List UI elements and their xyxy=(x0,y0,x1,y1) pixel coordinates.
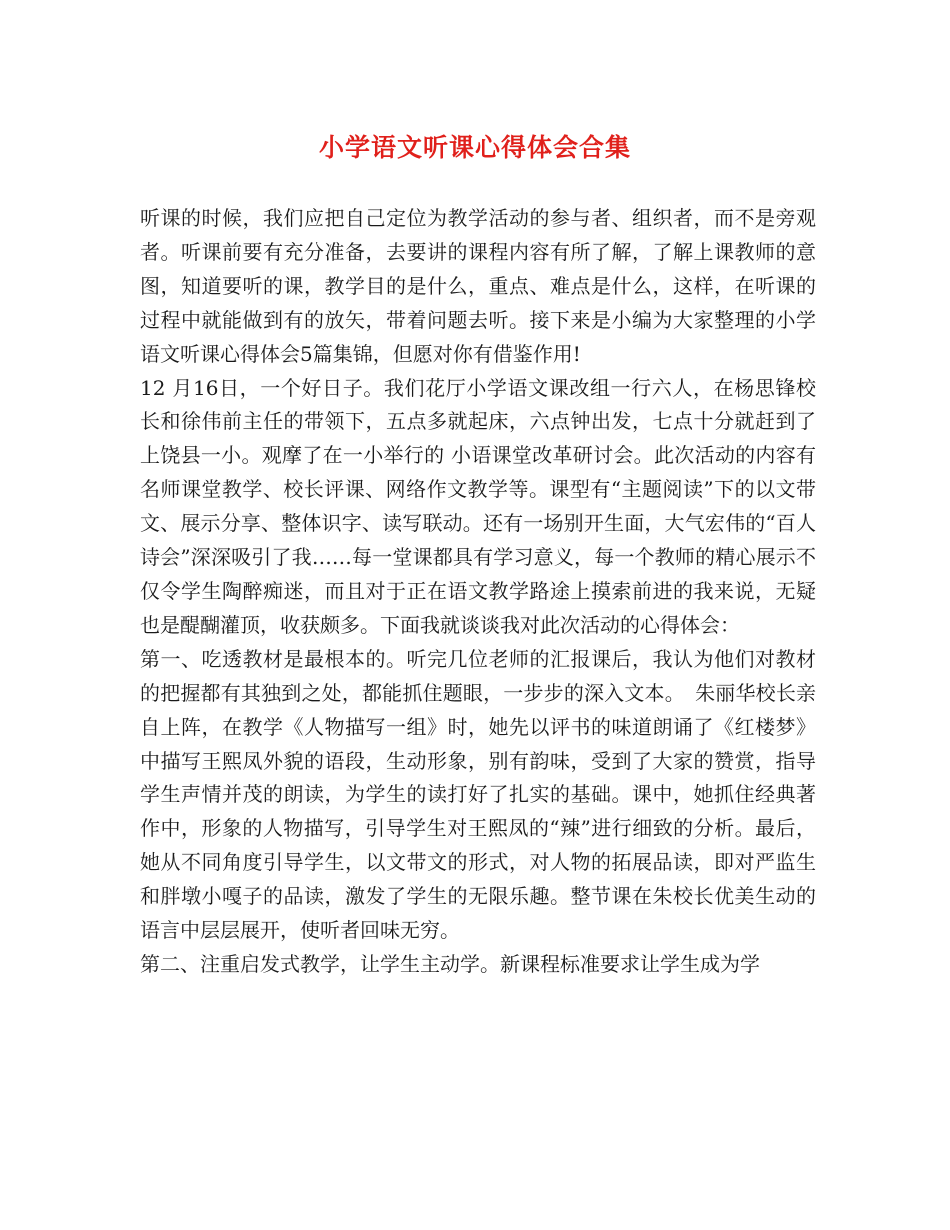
paragraph-event: 12 月16日，一个好日子。我们花厅小学语文课改组一行六人，在杨思锋校长和徐伟前主任的带领下，五点多就起床，六点钟出发，七点十分就赶到了上饶县一小。观摩了在一小举行的 小语课堂改革研讨会。此次活动的内容有名师课堂教学、校长评课、网络作文教学等。课型有“主题阅读”下的以文带文、展示分享、整体识字、读写联动。还有一场别开生面，大气宏伟的“百人诗会”深深吸引了我……每一堂课都具有学习意义，每一个教师的精心展示不仅令学生陶醉痴迷，而且对于正在语文教学路途上摸索前进的我来说，无疑也是醍醐灌顶，收获颇多。下面我就谈谈我对此次活动的心得体会： xyxy=(140,375,816,637)
paragraph-point-two: 第二、注重启发式教学，让学生主动学。新课程标准要求让学生成为学 xyxy=(140,951,760,976)
paragraph-point-one: 第一、吃透教材是最根本的。听完几位老师的汇报课后，我认为他们对教材的把握都有其独到之处，都能抓住题眼，一步步的深入文本。 朱丽华校长亲自上阵，在教学《人物描写一组》时，她先以评书的味道朗诵了《红楼梦》中描写王熙凤外貌的语段，生动形象，别有韵味，受到了大家的赞赏，指导学生声情并茂的朗读，为学生的读打好了扎实的基础。课中，她抓住经典著作中，形象的人物描写，引导学生对王熙凤的“辣”进行细致的分析。最后，她从不同角度引导学生，以文带文的形式，对人物的拓展品读，即对严监生和胖墩小嘎子的品读，激发了学生的无限乐趣。整节课在朱校长优美生动的语言中层层展开，使听者回味无穷。 xyxy=(140,646,816,943)
document-body xyxy=(140,202,816,982)
document-title: 小学语文听课心得体会合集 xyxy=(318,133,631,162)
paragraph-intro: 听课的时候，我们应把自己定位为教学活动的参与者、组织者，而不是旁观者。听课前要有充分准备，去要讲的课程内容有所了解，了解上课教师的意图，知道要听的课，教学目的是什么，重点、难点是什么，这样，在听课的过程中就能做到有的放矢，带着问题去听。接下来是小编为大家整理的小学语文听课心得体会5篇集锦，但愿对你有借鉴作用! xyxy=(140,206,816,366)
